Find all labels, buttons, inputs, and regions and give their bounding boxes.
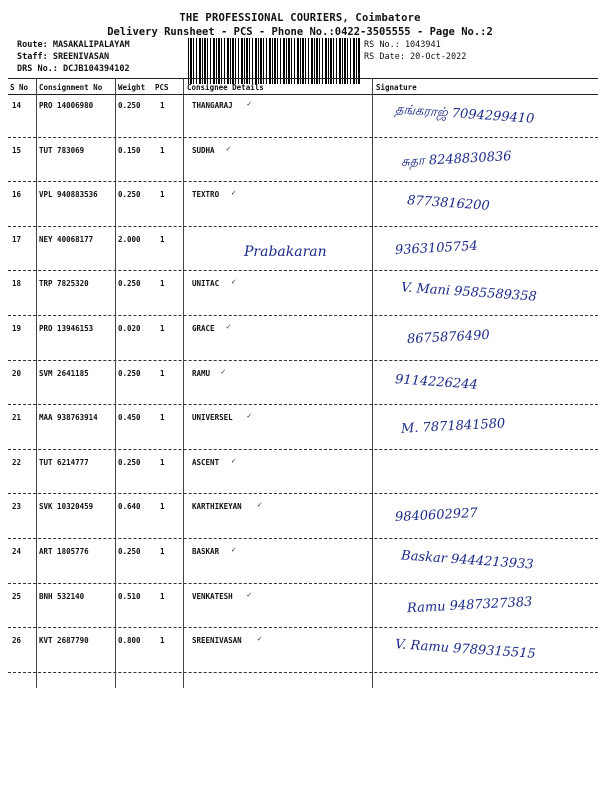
row-consignment-no: PRO 14006980 [39, 101, 94, 110]
drs-number: DRS No.: DCJB104394102 [17, 64, 130, 74]
row-consignee: KARTHIKEYAN [192, 502, 242, 512]
row-divider [8, 449, 598, 450]
route-label: Route: MASAKALIPALAYAM [17, 40, 130, 50]
column-header-consignee: Consignee Details [187, 83, 264, 92]
row-consignee: VENKATESH [192, 591, 233, 601]
row-divider [8, 627, 598, 628]
row-weight: 2.000 [118, 234, 141, 244]
column-header-consignment: Consignment No [39, 83, 103, 92]
check-mark-icon: ✓ [226, 322, 231, 331]
column-header-sno: S No [10, 83, 29, 92]
row-consignee: TEXTRO [192, 190, 220, 200]
row-divider [8, 672, 598, 673]
row-divider [8, 137, 598, 138]
row-weight: 0.250 [118, 547, 141, 556]
row-pcs: 1 [160, 368, 165, 378]
row-consignment-no: ART 1805776 [39, 547, 89, 556]
row-weight: 0.640 [118, 502, 141, 512]
row-weight: 0.250 [118, 457, 141, 467]
row-signature: தங்கராஜ் 7094299410 [394, 102, 535, 127]
row-signature: M. 7871841580 [400, 416, 506, 437]
row-consignment-no: TUT 783069 [39, 145, 85, 155]
row-sno: 23 [12, 502, 22, 512]
row-consignment-no: TRP 7825320 [39, 279, 89, 289]
check-mark-icon: ✓ [257, 500, 263, 510]
row-consignment-no: PRO 13946153 [39, 324, 94, 333]
row-pcs: 1 [160, 502, 165, 512]
row-consignment-no: TUT 6214777 [39, 457, 89, 467]
row-divider [8, 360, 598, 361]
row-signature: 9114226244 [394, 371, 479, 393]
row-divider [8, 493, 598, 494]
column-divider [183, 78, 184, 688]
row-sno: 18 [12, 279, 22, 289]
row-pcs: 1 [160, 324, 165, 333]
row-divider [8, 226, 598, 227]
row-sno: 20 [12, 368, 22, 378]
row-signature: Baskar 9444213933 [400, 548, 535, 573]
rs-date: RS Date: 20-Oct-2022 [364, 52, 467, 62]
row-divider [8, 404, 598, 405]
row-consignee: UNIVERSEL [192, 413, 233, 423]
row-consignment-no: KVT 2687790 [39, 636, 89, 646]
row-pcs: 1 [160, 457, 165, 467]
row-sno: 21 [12, 413, 22, 423]
row-weight: 0.250 [118, 279, 141, 289]
column-header-weight: Weight [118, 83, 146, 92]
row-sno: 15 [12, 145, 22, 155]
row-consignment-no: SVK 10320459 [39, 502, 94, 512]
row-pcs: 1 [160, 279, 165, 289]
row-sno: 19 [12, 324, 22, 333]
check-mark-icon: ✓ [231, 545, 237, 554]
row-sno: 14 [12, 101, 22, 110]
row-weight: 0.800 [118, 636, 141, 646]
row-sno: 26 [12, 636, 22, 646]
row-consignee: GRACE [192, 324, 215, 333]
row-sno: 24 [12, 547, 22, 556]
row-divider [8, 315, 598, 316]
row-pcs: 1 [160, 190, 165, 200]
row-consignee: ASCENT [192, 457, 220, 467]
check-mark-icon: ✓ [231, 188, 237, 198]
row-weight: 0.510 [118, 591, 141, 601]
runsheet-subtitle: Delivery Runsheet - PCS - Phone No.:0422-3505555 - Page No.:2 [107, 26, 493, 38]
row-sno: 22 [12, 457, 22, 467]
row-weight: 0.450 [118, 413, 141, 423]
row-divider [8, 538, 598, 539]
row-consignment-no: BNH 532140 [39, 591, 85, 601]
row-pcs: 1 [160, 413, 165, 423]
column-divider [36, 78, 37, 688]
column-divider [115, 78, 116, 688]
row-consignment-no: NEY 40068177 [39, 234, 94, 244]
check-mark-icon: ✓ [246, 99, 252, 108]
column-header-signature: Signature [376, 83, 417, 92]
row-weight: 0.250 [118, 101, 141, 110]
handwritten-note: Prabakaran [244, 244, 327, 260]
row-consignee: UNITAC [192, 279, 220, 289]
check-mark-icon: ✓ [231, 277, 237, 287]
check-mark-icon: ✓ [231, 455, 237, 465]
row-weight: 0.250 [118, 368, 141, 378]
row-divider [8, 583, 598, 584]
header-top-rule [8, 78, 598, 79]
row-consignee: THANGARAJ [192, 101, 233, 110]
row-pcs: 1 [160, 145, 165, 155]
row-consignee: SUDHA [192, 145, 215, 155]
row-consignment-no: VPL 940883536 [39, 190, 98, 200]
row-signature: Ramu 9487327383 [406, 594, 533, 616]
row-signature: 8773816200 [406, 193, 491, 215]
row-signature: 8675876490 [406, 327, 491, 348]
row-sno: 25 [12, 591, 22, 601]
row-pcs: 1 [160, 547, 165, 556]
runsheet-title: THE PROFESSIONAL COURIERS, Coimbatore [179, 12, 421, 24]
row-signature: சுதா 8248830836 [400, 148, 512, 170]
row-consignment-no: MAA 938763914 [39, 413, 98, 423]
column-divider [372, 78, 373, 688]
row-sno: 17 [12, 234, 22, 244]
check-mark-icon: ✓ [220, 366, 226, 376]
header-bottom-rule [8, 94, 598, 95]
row-pcs: 1 [160, 591, 165, 601]
row-sno: 16 [12, 190, 22, 200]
row-consignee: SREENIVASAN [192, 636, 242, 646]
row-weight: 0.020 [118, 324, 141, 333]
column-header-pcs: PCS [155, 83, 169, 92]
row-signature: V. Ramu 9789315515 [394, 637, 537, 663]
row-pcs: 1 [160, 636, 165, 646]
row-divider [8, 181, 598, 182]
row-consignee: BASKAR [192, 547, 220, 556]
check-mark-icon: ✓ [257, 634, 263, 644]
row-signature: 9840602927 [394, 506, 479, 526]
row-weight: 0.250 [118, 190, 141, 200]
rs-number: RS No.: 1043941 [364, 40, 441, 50]
row-consignee: RAMU [192, 368, 211, 378]
row-pcs: 1 [160, 101, 165, 110]
check-mark-icon: ✓ [246, 589, 252, 599]
row-signature: V. Mani 9585589358 [400, 280, 538, 306]
row-weight: 0.150 [118, 145, 141, 155]
row-signature: 9363105754 [394, 238, 479, 258]
row-divider [8, 270, 598, 271]
row-consignment-no: SVM 2641185 [39, 368, 89, 378]
check-mark-icon: ✓ [246, 411, 252, 421]
check-mark-icon: ✓ [226, 143, 231, 153]
row-pcs: 1 [160, 234, 165, 244]
staff-label: Staff: SREENIVASAN [17, 52, 110, 62]
